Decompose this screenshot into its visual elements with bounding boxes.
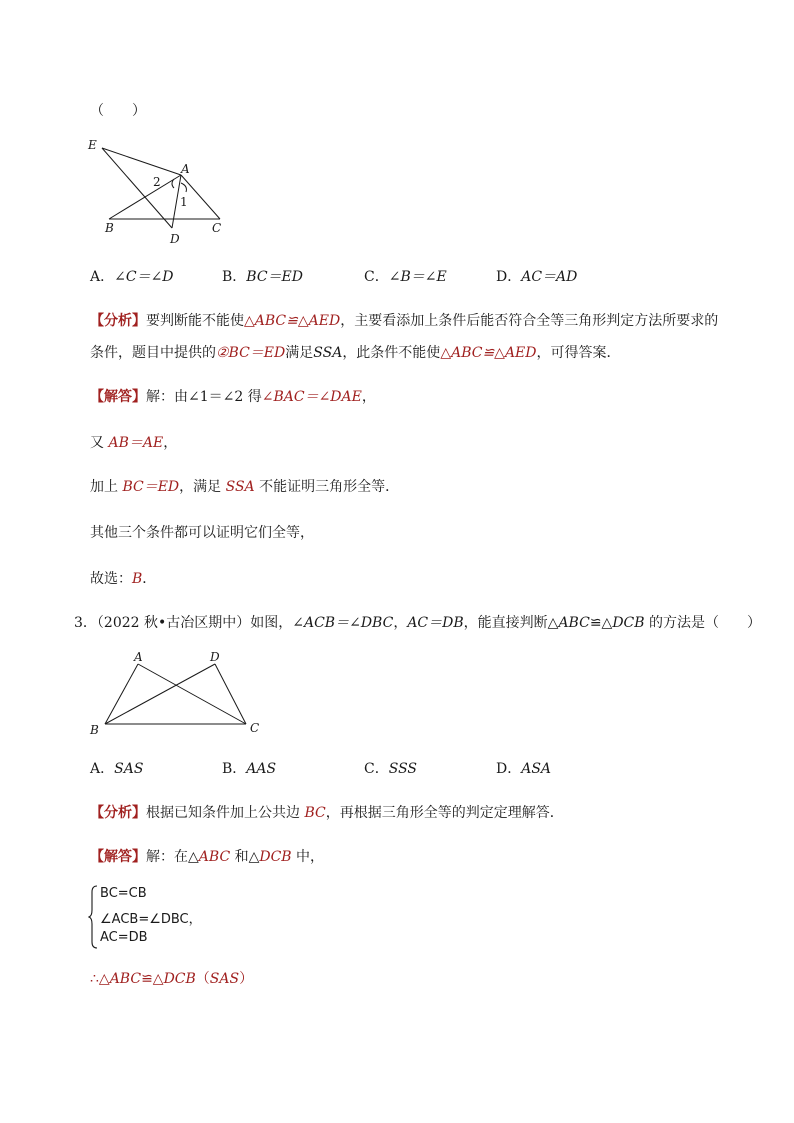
system-line-1: BC=CB (100, 886, 147, 901)
answer-line-1: 【解答】解：由∠1＝∠2 得∠BAC＝∠DAE， (90, 389, 376, 405)
option-b: B．BC＝ED (222, 269, 304, 285)
answer-paren: （ ） (90, 103, 146, 119)
option-b: B．AAS (222, 761, 277, 777)
label-E: E (88, 138, 97, 152)
label-A: A (134, 650, 143, 664)
option-c: C．∠B＝∠E (364, 269, 447, 285)
label-B: B (90, 723, 99, 737)
option-a: A．SAS (90, 761, 144, 777)
label-C: C (212, 221, 222, 235)
question-3-stem: 3．（2022 秋•古冶区期中）如图，∠ACB＝∠DBC，AC＝DB，能直接判断△ABC≌△DCB 的方法是（ ） (74, 615, 761, 631)
answer-line-5: 故选：B． (90, 571, 157, 587)
system-line-3: AC=DB (100, 930, 148, 945)
option-a: A．∠C＝∠D (90, 269, 174, 285)
conclusion-line: ∴△ABC≌△DCB（SAS） (90, 971, 254, 987)
triangle-figure-q2 (80, 132, 250, 248)
label-C: C (250, 721, 260, 735)
left-brace-icon (88, 884, 100, 950)
option-d: D．AC＝AD (496, 269, 578, 285)
label-A: A (181, 162, 190, 176)
answer-line-3: 加上 BC＝ED，满足 SSA 不能证明三角形全等． (90, 479, 400, 495)
label-angle-2: 2 (153, 175, 161, 189)
equation-system (88, 884, 248, 950)
label-B: B (105, 221, 114, 235)
answer-line-4: 其他三个条件都可以证明它们全等， (90, 525, 314, 541)
analysis-line-1: 【分析】要判断能不能使△ABC≌△AED，主要看添加上条件后能否符合全等三角形判定方法所要求的 (90, 313, 719, 329)
analysis-line: 【分析】根据已知条件加上公共边 BC，再根据三角形全等的判定定理解答． (90, 805, 564, 821)
option-c: C．SSS (364, 761, 417, 777)
answer-line-2: 又 AB＝AE， (90, 435, 178, 451)
trapezoid-figure-q3 (84, 646, 274, 742)
label-D: D (170, 232, 180, 246)
system-line-2: ∠ACB=∠DBC， (100, 912, 202, 927)
answer-line-1: 【解答】解：在△ABC 和△DCB 中， (90, 849, 325, 865)
label-angle-1: 1 (180, 195, 188, 209)
option-d: D．ASA (496, 761, 552, 777)
label-D: D (210, 650, 220, 664)
analysis-line-2: 条件，题目中提供的②BC＝ED满足SSA，此条件不能使△ABC≌△AED，可得答案． (90, 345, 621, 361)
